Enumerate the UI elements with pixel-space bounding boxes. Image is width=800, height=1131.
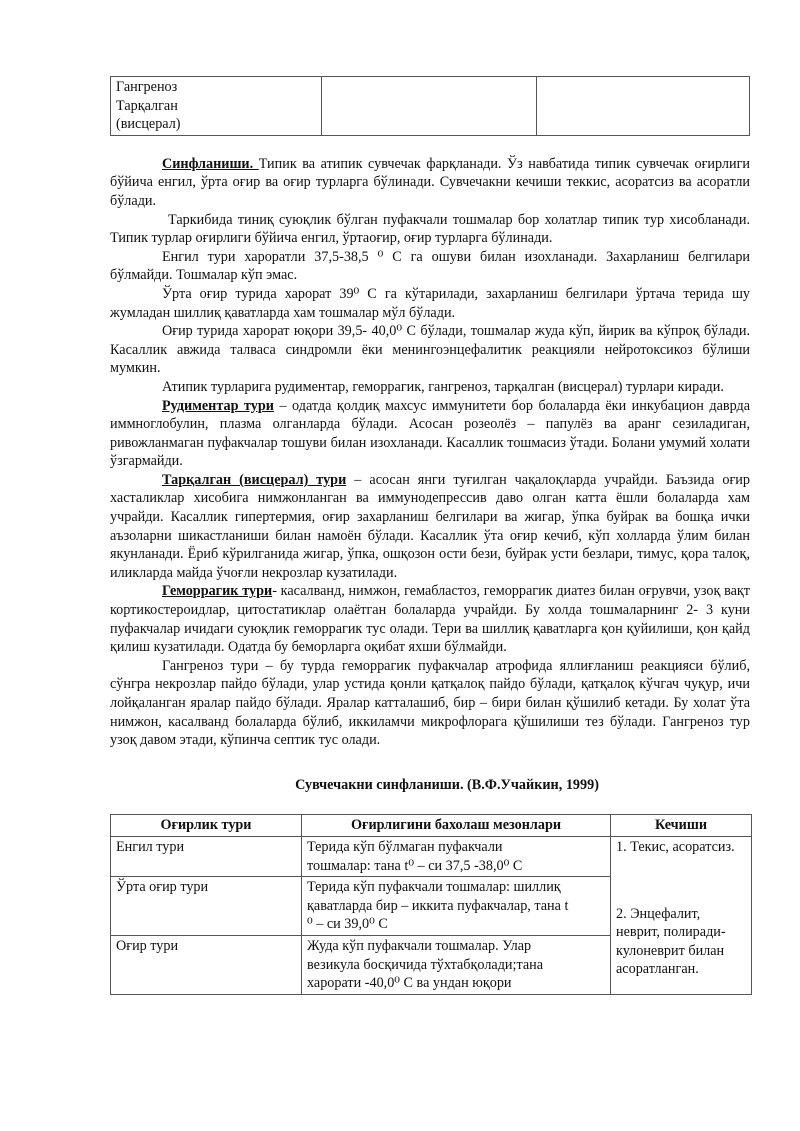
criteria-cell bbox=[302, 935, 611, 994]
paragraph bbox=[110, 657, 750, 750]
table-caption: Сувчечакни синфланиши. (В.Ф.Учайкин, 1999) bbox=[295, 776, 599, 793]
severity-cell: Ўрта оғир тури bbox=[111, 877, 302, 936]
paragraph bbox=[110, 378, 750, 397]
document-page bbox=[110, 76, 750, 995]
paragraph-text: Атипик турларига рудиментар, геморрагик, гангреноз, тарқалган (висцерал) турлари киради. bbox=[162, 378, 724, 395]
cell-line: Жуда кўп пуфакчали тошмалар. Улар bbox=[307, 937, 532, 954]
paragraph-heading: Рудиментар тури bbox=[162, 397, 274, 414]
paragraph-text: - касалванд, нимжон, гемабластоз, геморрагик диатез билан оғрувчи, узоқ вақт кортикостероидлар, цитостатиклар олаётган болаларда учрайди. Бу холда тошмаларнинг 2- 3 куни пуфакчалар ичидаги суюқлик геморрагик тус олади. Тери ва шиллиқ қаватларга қон қуйилиши, қон қайд қилиш кузатилади. Одатда бу беморларга оқибат яхши бўлмайди. bbox=[110, 583, 751, 656]
table-row bbox=[111, 836, 752, 876]
cell-line: Тарқалган bbox=[116, 97, 178, 114]
paragraph-text: Типик ва атипик сувчечак фарқланади. Ўз навбатида типик сувчечак оғирлиги бўйича енгил, ўрта оғир ва оғир турларга бўлинади. Сувчечакни кечиши теккис, асоратсиз ва асоратли бўлади. bbox=[110, 155, 750, 209]
paragraph-heading: Геморрагик тури bbox=[162, 583, 273, 600]
paragraph-text: Гангреноз тури – бу турда геморрагик пуфакчалар атрофида яллиғланиш реакцияси бўлиб, сўнгра некрозлар пайдо бўлади, улар устида қонли қатқалоқ пайдо бўлади, қатқалоқ кўчгач чуқур, ичи лойқаланган яралар пайдо бўлади. Яралар катталашиб, бир – бири билан қўшилиб кетади. Бу холат ўта нимжон, касалванд болаларда бўлиб, иккиламчи микрофлорага қўшилиши тез бўлади. Гангреноз тур узоқ давом этади, кўпинча септик тус олади. bbox=[110, 657, 750, 749]
paragraph bbox=[110, 248, 750, 285]
cell-line: неврит, полиради- bbox=[616, 924, 726, 941]
paragraph bbox=[110, 471, 750, 583]
classification-table bbox=[110, 814, 752, 994]
criteria-cell bbox=[302, 836, 611, 876]
criteria-cell bbox=[302, 877, 611, 936]
severity-cell: Оғир тури bbox=[111, 935, 302, 994]
paragraph-heading: Синфланиши. bbox=[162, 155, 259, 172]
course-item: 1. Текис, асоратсиз. bbox=[616, 838, 735, 855]
paragraph-text: Ўрта оғир турида харорат 39⁰ С га кўтарилади, захарланиш белгилари ўртача терида шу жумладан шиллиқ қаватларда хам тошмалар мўл бўлади. bbox=[110, 285, 750, 321]
paragraph-text: Таркибида тиниқ суюқлик бўлган пуфакчали тошмалар бор холатлар типик тур хисобланади. Типик турлар оғирлиги бўйича енгил, ўртаоғир, оғир турларга бўлинади. bbox=[110, 211, 750, 247]
cell-line: Терида кўп пуфакчали тошмалар: шиллиқ bbox=[307, 879, 561, 896]
cell-line: 2. Энцефалит, bbox=[616, 905, 701, 922]
cell-line: (висцерал) bbox=[116, 116, 181, 133]
column-header: Кечиши bbox=[611, 815, 752, 837]
paragraph bbox=[110, 155, 750, 211]
table-row bbox=[111, 77, 750, 136]
paragraph bbox=[110, 322, 750, 378]
course-cell bbox=[611, 836, 752, 994]
paragraph bbox=[110, 582, 750, 656]
spacer bbox=[616, 857, 746, 905]
cell-line: Терида кўп бўлмаган пуфакчали bbox=[307, 838, 503, 855]
paragraph-text: Оғир турида харорат юқори 39,5- 40,0⁰ С бўлади, тошмалар жуда кўп, йирик ва кўпроқ бўлади. Касаллик авжида талваса синдромли ёки менингоэнцефалитик реакцияли нейротоксикоз бўлиши мумкин. bbox=[110, 323, 750, 377]
paragraph-text: – одатда қолдиқ махсус иммунитети бор болаларда ёки инкубацион даврда иммноглобулин, плазма олганларда бўлади. Асосан розеолёз – папулёз ва аранг сезиладиган, ривожланмаган пуфакчалар тошуви билан изохланади. Касаллик тошмасиз ўтади. Болани умумий холати ўзгармайди. bbox=[110, 397, 750, 470]
cell-line: ⁰ – си 39,0⁰ С bbox=[307, 916, 388, 933]
paragraph-text: – асосан янги туғилган чақалоқларда учрайди. Баъзида оғир хасталиклар хисобига нимжонланган ва иммунодепрессив даво олган катта ёшли болаларда хам учрайди. Касаллик гипертермия, оғир захарланиш белгилари ва жигар, ўпка буйрак ва бошқа ички аъзоларни шикастланиши билан намоён бўлади. Касаллик ўта оғир кечиб, кўп холларда ўлим билан якунланади. Ёриб кўрилганида жигар, ўпка, ошқозон ости бези, буйрак усти безлари, тимус, қора талоқ, иликларда майда ўчоғли некрозлар кузатилади. bbox=[110, 471, 750, 581]
paragraph bbox=[110, 397, 750, 471]
table-cell bbox=[322, 77, 537, 136]
top-table bbox=[110, 76, 750, 136]
paragraph-text: Енгил тури хароратли 37,5-38,5 ⁰ С га ошуви билан изохланади. Захарланиш белгилари бўлмайди. Тошмалар кўп эмас. bbox=[110, 248, 750, 284]
column-header: Оғирлигини бахолаш мезонлари bbox=[302, 815, 611, 837]
table-cell bbox=[111, 77, 322, 136]
cell-line: везикула босқичида тўхтабқолади;тана bbox=[307, 956, 544, 973]
cell-line: кулоневрит билан bbox=[616, 942, 725, 959]
column-header: Оғирлик тури bbox=[111, 815, 302, 837]
cell-line: қаватларда бир – иккита пуфакчалар, тана t bbox=[307, 897, 569, 914]
severity-cell: Енгил тури bbox=[111, 836, 302, 876]
body-text bbox=[110, 155, 750, 750]
cell-line: асоратланган. bbox=[616, 961, 699, 978]
paragraph-heading: Тарқалган (висцерал) тури bbox=[162, 471, 347, 488]
table-cell bbox=[537, 77, 750, 136]
cell-line: тошмалар: тана t⁰ – си 37,5 -38,0⁰ С bbox=[307, 857, 523, 874]
paragraph bbox=[110, 285, 750, 322]
paragraph bbox=[110, 211, 750, 248]
table-header-row bbox=[111, 815, 752, 837]
cell-line: Гангреноз bbox=[116, 79, 178, 95]
cell-line: харорати -40,0⁰ С ва ундан юқори bbox=[307, 975, 512, 992]
